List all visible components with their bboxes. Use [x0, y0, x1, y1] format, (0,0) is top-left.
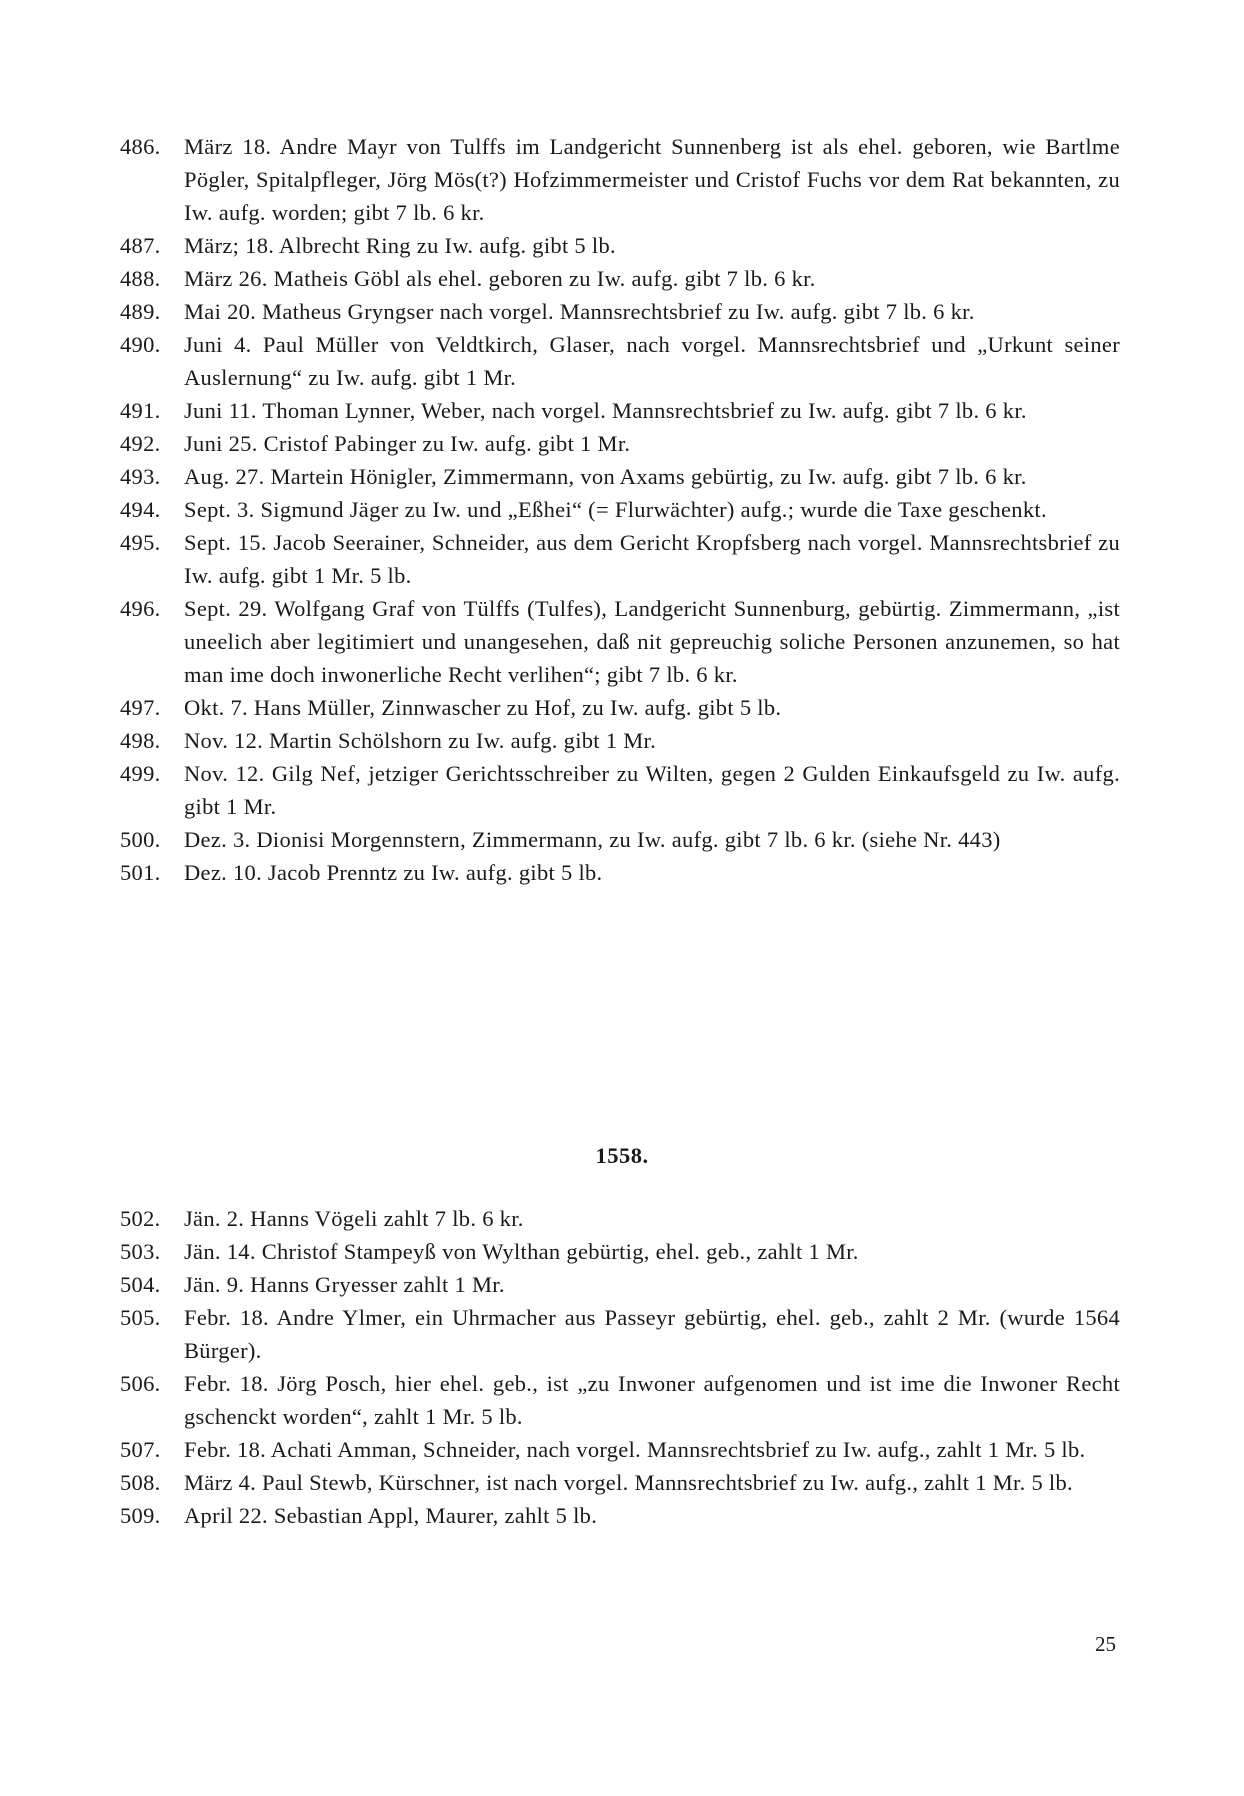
- page-number: 25: [1095, 1632, 1116, 1656]
- entry-number: 496.: [120, 596, 161, 621]
- entry-number: 499.: [120, 761, 161, 786]
- entry-text: Juni 4. Paul Müller von Veldtkirch, Glaser, nach vorgel. Mannsrechtsbrief und „Urkunt seiner Auslernung“ zu Iw. aufg. gibt 1 Mr.: [184, 332, 1120, 390]
- list-item: [120, 394, 1120, 427]
- entry-number: 490.: [120, 332, 161, 357]
- list-item: [120, 1466, 1120, 1499]
- entry-number: 486.: [120, 134, 161, 159]
- entry-text: Nov. 12. Martin Schölshorn zu Iw. aufg. gibt 1 Mr.: [184, 728, 657, 753]
- list-item: [120, 856, 1120, 889]
- entry-number: 505.: [120, 1305, 161, 1330]
- entry-number: 501.: [120, 860, 161, 885]
- list-item: [120, 1268, 1120, 1301]
- entry-number: 507.: [120, 1437, 161, 1462]
- entry-number: 504.: [120, 1272, 161, 1297]
- list-item: [120, 724, 1120, 757]
- entry-text: Aug. 27. Martein Hönigler, Zimmermann, von Axams gebürtig, zu Iw. aufg. gibt 7 lb. 6 kr.: [184, 464, 1027, 489]
- year-heading: 1558.: [595, 1143, 649, 1168]
- entry-text: März 18. Andre Mayr von Tulffs im Landgericht Sunnenberg ist als ehel. geboren, wie Bartlme Pögler, Spitalpfleger, Jörg Mös(t?) Hofzimmermeister und Cristof Fuchs vor dem Rat bekannten, zu Iw. aufg. worden; gibt 7 lb. 6 kr.: [184, 134, 1120, 225]
- entry-number: 508.: [120, 1470, 161, 1495]
- entry-text: April 22. Sebastian Appl, Maurer, zahlt 5 lb.: [184, 1503, 598, 1528]
- entry-number: 494.: [120, 497, 161, 522]
- list-item: [120, 592, 1120, 691]
- list-item: [120, 295, 1120, 328]
- entry-text: März 26. Matheis Göbl als ehel. geboren zu Iw. aufg. gibt 7 lb. 6 kr.: [184, 266, 816, 291]
- entry-number: 502.: [120, 1206, 161, 1231]
- entry-text: Sept. 3. Sigmund Jäger zu Iw. und „Eßhei“ (= Flurwächter) aufg.; wurde die Taxe geschenkt.: [184, 497, 1047, 522]
- entry-number: 492.: [120, 431, 161, 456]
- list-item: [120, 757, 1120, 823]
- list-item: [120, 427, 1120, 460]
- list-item: [120, 1499, 1120, 1532]
- list-item: [120, 1433, 1120, 1466]
- entry-text: März; 18. Albrecht Ring zu Iw. aufg. gibt 5 lb.: [184, 233, 616, 258]
- entry-text: Febr. 18. Andre Ylmer, ein Uhrmacher aus Passeyr gebürtig, ehel. geb., zahlt 2 Mr. (wurde 1564 Bürger).: [184, 1305, 1120, 1363]
- entries-1557: [120, 130, 1120, 889]
- entry-number: 495.: [120, 530, 161, 555]
- list-item: [120, 1367, 1120, 1433]
- entry-number: 489.: [120, 299, 161, 324]
- list-item: [120, 526, 1120, 592]
- entry-text: Juni 25. Cristof Pabinger zu Iw. aufg. gibt 1 Mr.: [184, 431, 631, 456]
- entry-number: 497.: [120, 695, 161, 720]
- entry-number: 487.: [120, 233, 161, 258]
- list-item: [120, 460, 1120, 493]
- entry-text: Jän. 9. Hanns Gryesser zahlt 1 Mr.: [184, 1272, 505, 1297]
- entry-text: Dez. 3. Dionisi Morgennstern, Zimmermann, zu Iw. aufg. gibt 7 lb. 6 kr. (siehe Nr. 443): [184, 827, 1001, 852]
- entries-1558: [120, 1202, 1120, 1532]
- entry-text: Okt. 7. Hans Müller, Zinnwascher zu Hof, zu Iw. aufg. gibt 5 lb.: [184, 695, 782, 720]
- entry-text: Mai 20. Matheus Gryngser nach vorgel. Mannsrechtsbrief zu Iw. aufg. gibt 7 lb. 6 kr.: [184, 299, 975, 324]
- entry-number: 498.: [120, 728, 161, 753]
- list-item: [120, 823, 1120, 856]
- entry-number: 506.: [120, 1371, 161, 1396]
- entry-number: 488.: [120, 266, 161, 291]
- list-item: [120, 130, 1120, 229]
- list-item: [120, 262, 1120, 295]
- list-item: [120, 1202, 1120, 1235]
- entry-text: Febr. 18. Achati Amman, Schneider, nach vorgel. Mannsrechtsbrief zu Iw. aufg., zahlt 1 Mr. 5 lb.: [184, 1437, 1086, 1462]
- entry-text: Dez. 10. Jacob Prenntz zu Iw. aufg. gibt 5 lb.: [184, 860, 603, 885]
- list-item: [120, 691, 1120, 724]
- list-item: [120, 1235, 1120, 1268]
- entry-text: Juni 11. Thoman Lynner, Weber, nach vorgel. Mannsrechtsbrief zu Iw. aufg. gibt 7 lb. 6 kr.: [184, 398, 1027, 423]
- entry-number: 509.: [120, 1503, 161, 1528]
- entry-text: Sept. 15. Jacob Seerainer, Schneider, aus dem Gericht Kropfsberg nach vorgel. Mannsrechtsbrief zu Iw. aufg. gibt 1 Mr. 5 lb.: [184, 530, 1120, 588]
- entry-number: 493.: [120, 464, 161, 489]
- list-item: [120, 328, 1120, 394]
- list-item: [120, 493, 1120, 526]
- entry-number: 491.: [120, 398, 161, 423]
- entry-text: März 4. Paul Stewb, Kürschner, ist nach vorgel. Mannsrechtsbrief zu Iw. aufg., zahlt 1 Mr. 5 lb.: [184, 1470, 1073, 1495]
- list-item: [120, 229, 1120, 262]
- entry-text: Jän. 2. Hanns Vögeli zahlt 7 lb. 6 kr.: [184, 1206, 524, 1231]
- list-item: [120, 1301, 1120, 1367]
- entry-number: 500.: [120, 827, 161, 852]
- entry-text: Febr. 18. Jörg Posch, hier ehel. geb., ist „zu Inwoner aufgenomen und ist ime die Inwoner Recht gschenckt worden“, zahlt 1 Mr. 5 lb.: [184, 1371, 1120, 1429]
- entry-text: Nov. 12. Gilg Nef, jetziger Gerichtsschreiber zu Wilten, gegen 2 Gulden Einkaufsgeld zu Iw. aufg. gibt 1 Mr.: [184, 761, 1120, 819]
- entry-text: Jän. 14. Christof Stampeyß von Wylthan gebürtig, ehel. geb., zahlt 1 Mr.: [184, 1239, 859, 1264]
- entry-number: 503.: [120, 1239, 161, 1264]
- entry-text: Sept. 29. Wolfgang Graf von Tülffs (Tulfes), Landgericht Sunnenburg, gebürtig. Zimmermann, „ist uneelich aber legitimiert und unangesehen, daß nit gepreuchig soliche Personen anzunemen, so hat man ime doch inwonerliche Recht verlihen“; gibt 7 lb. 6 kr.: [184, 596, 1120, 687]
